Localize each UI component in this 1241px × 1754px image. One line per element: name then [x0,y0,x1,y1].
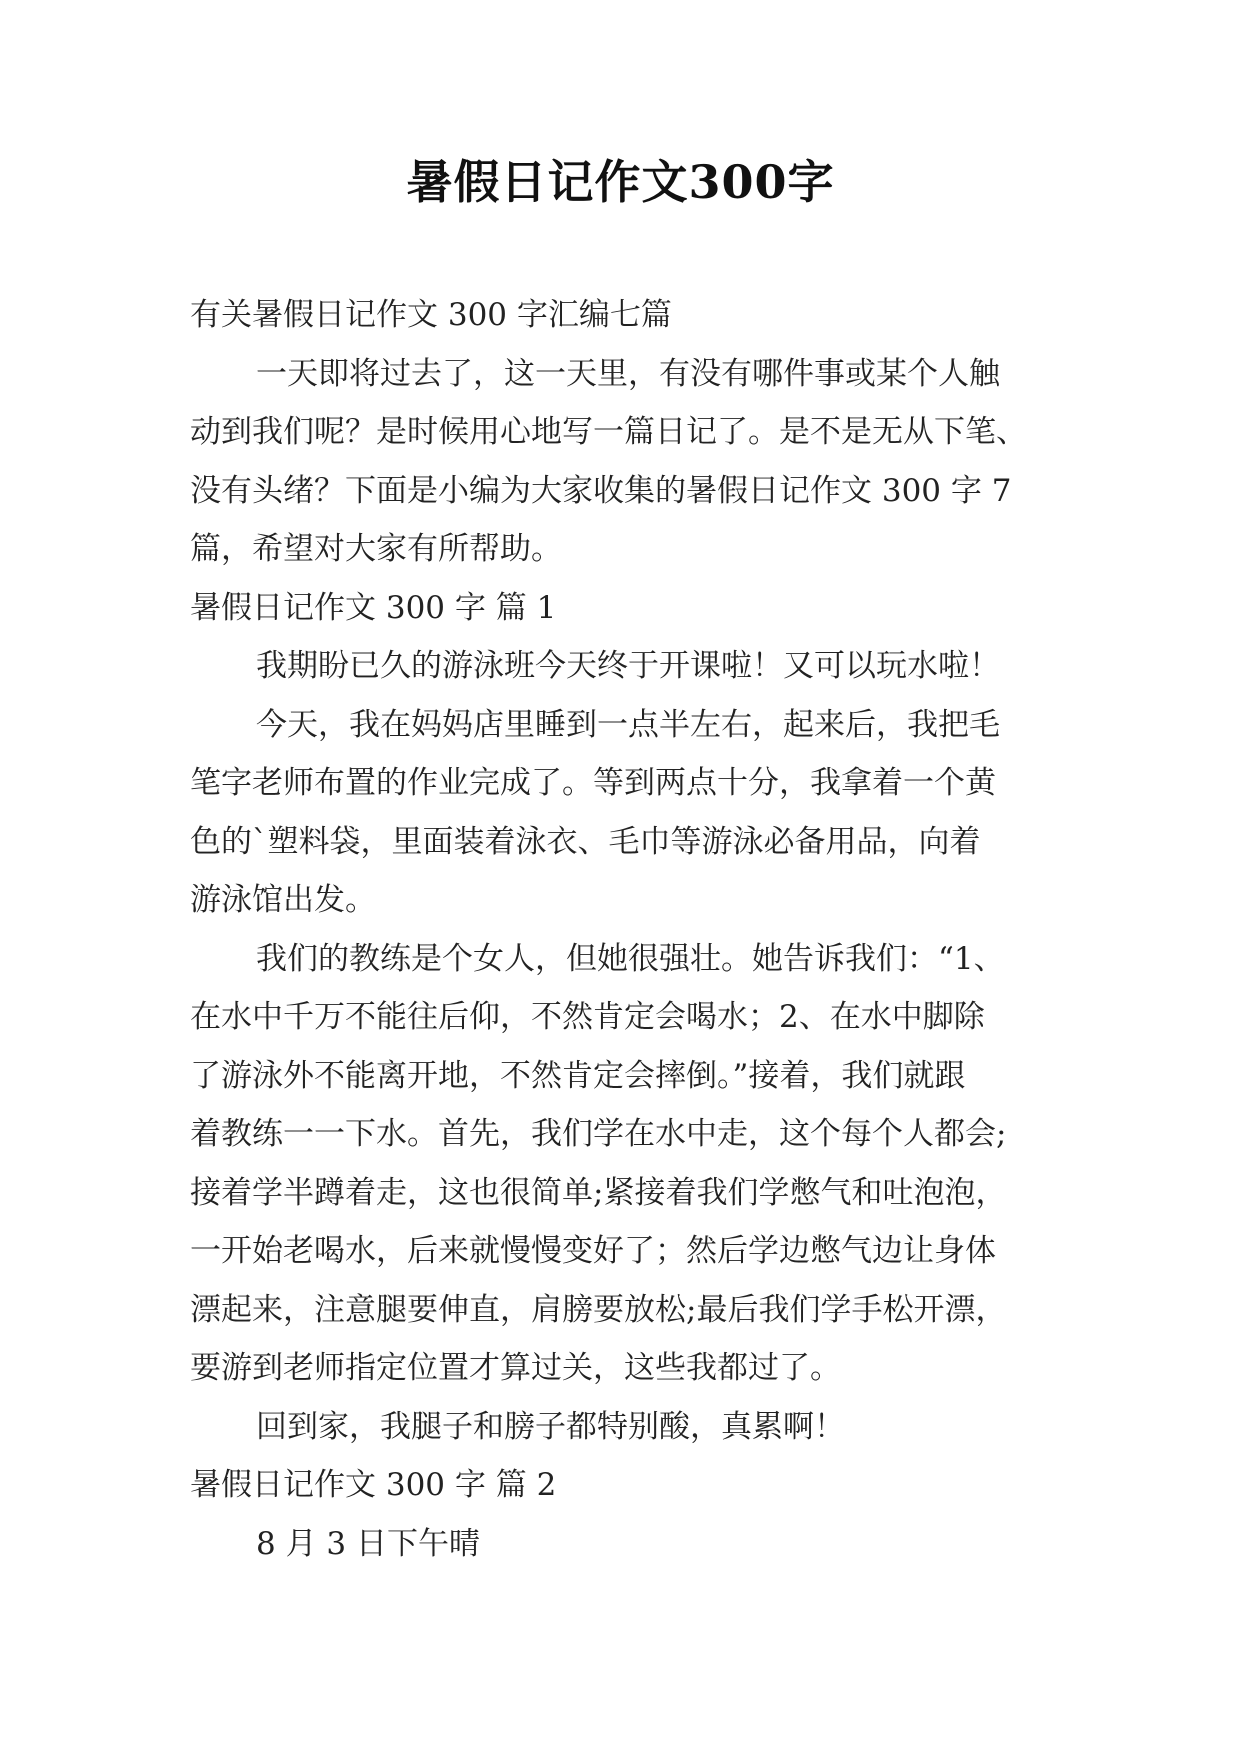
paragraph-line: 接着学半蹲着走，这也很简单;紧接着我们学憋气和吐泡泡， [190,1174,1007,1211]
paragraph-line: 我期盼已久的游泳班今天终于开课啦！又可以玩水啦！ [256,648,1000,684]
paragraph-line: 要游到老师指定位置才算过关，这些我都过了。 [190,1350,841,1386]
paragraph-line: 着教练一一下水。首先，我们学在水中走，这个每个人都会; [190,1116,1007,1152]
paragraph-line: 今天，我在妈妈店里睡到一点半左右，起来后，我把毛 [256,706,1000,743]
date-line: 8 月 3 日下午晴 [256,1525,481,1562]
paragraph-line: 笔字老师布置的作业完成了。等到两点十分，我拿着一个黄 [190,765,996,801]
paragraph-line: 了游泳外不能离开地，不然肯定会摔倒。”接着，我们就跟 [190,1057,966,1094]
document-title: 暑假日记作文300字 [406,155,835,209]
paragraph-line: 色的`塑料袋，里面装着泳衣、毛巾等游泳必备用品，向着 [190,823,981,860]
intro-paragraph-line: 一天即将过去了，这一天里，有没有哪件事或某个人触 [256,355,1000,392]
intro-paragraph-line: 没有头绪？下面是小编为大家收集的暑假日记作文 300 字 7 [190,472,1012,509]
paragraph-line: 我们的教练是个女人，但她很强壮。她告诉我们：“1、 [256,940,1005,977]
paragraph-line: 游泳馆出发。 [190,882,376,918]
section-heading: 暑假日记作文 300 字 篇 1 [190,589,557,626]
paragraph-line: 一开始老喝水，后来就慢慢变好了；然后学边憋气边让身体 [190,1233,996,1269]
paragraph-line: 在水中千万不能往后仰，不然肯定会喝水；2、在水中脚除 [190,999,985,1035]
paragraph-line: 回到家，我腿子和膀子都特别酸，真累啊！ [256,1408,845,1445]
paragraph-line: 漂起来，注意腿要伸直，肩膀要放松;最后我们学手松开漂， [190,1291,1007,1328]
intro-paragraph-line: 动到我们呢？是时候用心地写一篇日记了。是不是无从下笔、 [190,414,1027,450]
subtitle-line: 有关暑假日记作文 300 字汇编七篇 [190,297,672,333]
section-heading: 暑假日记作文 300 字 篇 2 [190,1467,557,1503]
intro-paragraph-line: 篇，希望对大家有所帮助。 [190,531,562,567]
document-body [190,286,1060,1573]
